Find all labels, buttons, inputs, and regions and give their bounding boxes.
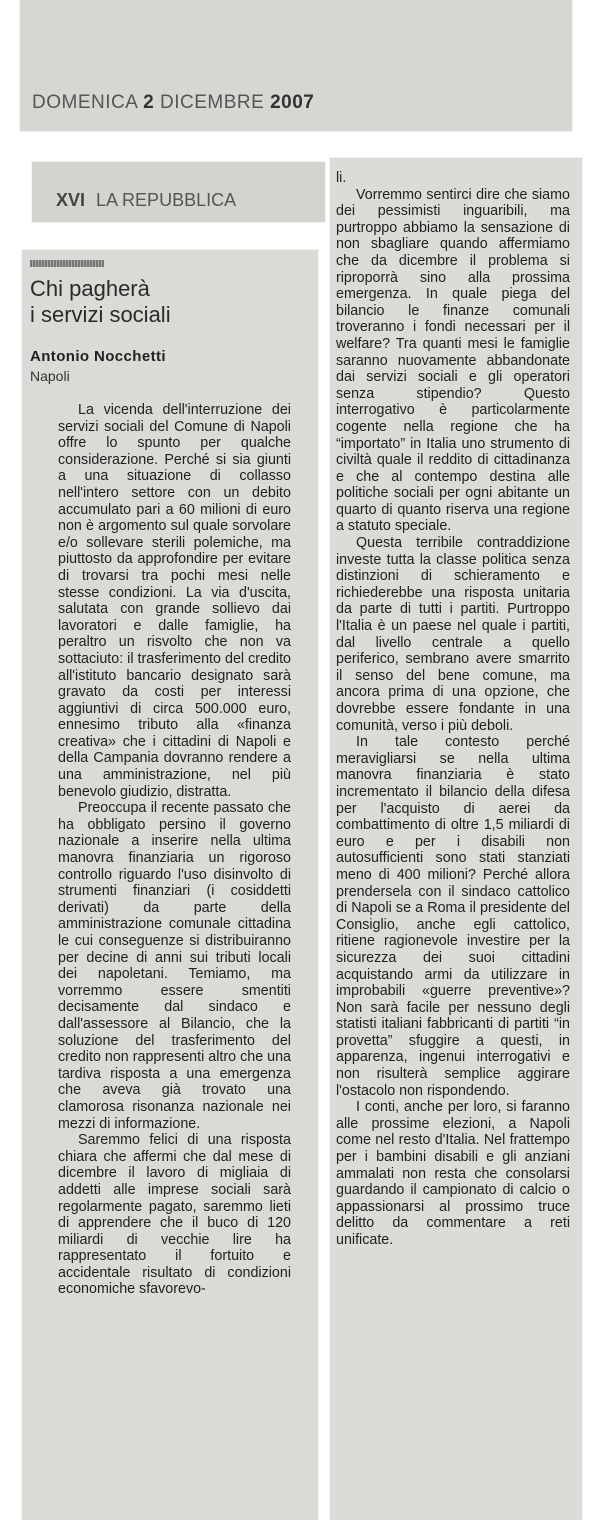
page-number: XVI (56, 190, 86, 210)
paragraph: La vicenda dell'interruzione dei servizi sociali del Comune di Napoli offre lo spunto per qualche considerazione. Perché si sia giunti a una situazione di collasso nell'intero settore con un debito accumulato pari a 60 milioni di euro non è argomento sul quale sorvolare e/o sollevare sterili polemiche, ma piuttosto da approfondire per evitare di trovarsi tra pochi mesi nelle stesse condizioni. La via d'uscita, salutata con grande sollievo dai lavoratori e dalle famiglie, ha peraltro un risvolto che non va sottaciuto: il trasferimento del credito all'istituto bancario designato sarà gravato da costi per interessi aggiuntivi di circa 500.000 euro, ennesimo tributo alla «finanza creativa» che i cittadini di Napoli e della Campania dovranno rendere a una amministrazione, nel più benevolo giudizio, distratta. (58, 402, 291, 800)
article-title (30, 276, 300, 328)
date-number: 2 (143, 92, 155, 113)
article-column-right (336, 170, 570, 1249)
article-title-line-2: i servizi sociali (30, 302, 171, 327)
section-header (56, 190, 236, 211)
newspaper-name: LA REPUBBLICA (96, 190, 237, 210)
date-month: DICEMBRE (160, 92, 265, 113)
article-column-left (58, 402, 291, 1298)
paragraph: Saremmo felici di una risposta chiara che affermi che dal mese di dicembre il lavoro di migliaia di addetti alle imprese sociali sarà regolarmente pagato, saremmo lieti di apprendere che il buco di 120 miliardi di vecchie lire ha rappresentato il fortuito e accidentale risultato di condizioni economiche sfavorevo- (58, 1132, 291, 1298)
paragraph: I conti, anche per loro, si faranno alle prossime elezioni, a Napoli come nel resto d'Italia. Nel frattempo per i bambini disabili e gli anziani ammalati non resta che consolarsi guardando il campionato di calcio o appassionarsi al prossimo truce delitto da commentare a reti unificate. (336, 1099, 570, 1248)
date-year: 2007 (270, 92, 315, 113)
paragraph: Preoccupa il recente passato che ha obbligato persino il governo nazionale a inserire nella ultima manovra finanziaria un rigoroso controllo riguardo l'uso disinvolto di strumenti finanziari (i cosiddetti derivati) da parte della amministrazione comunale cittadina le cui conseguenze si distribuiranno per decine di anni sui tributi locali dei napoletani. Temiamo, ma vorremmo essere smentiti decisamente dal sindaco e dall'assessore al Bilancio, che la soluzione del trasferimento del credito non rappresenti altro che una tardiva risposta a una emergenza che aveva già trovato una clamorosa risonanza nazionale nei mezzi di informazione. (58, 800, 291, 1132)
decorative-rule (30, 260, 104, 267)
article-title-line-1: Chi pagherà (30, 276, 150, 301)
paragraph: In tale contesto perché meravigliarsi se nella ultima manovra finanziaria è stato incrementato il bilancio della difesa per l'acquisto di aerei da combattimento di oltre 1,5 miliardi di euro e per i disabili non autosufficienti sono stati stanziati meno di 400 milioni? Perché allora prendersela con il sindaco cattolico di Napoli se a Roma il presidente del Consiglio, anche egli cattolico, ritiene ragionevole investire per la sicurezza dei suoi cittadini acquistando armi da utilizzare in improbabili «guerre preventive»? Non sarà facile per nessuno degli statisti italiani fabbricanti di partiti “in provetta” sfuggire a questi, in apparenza, ingenui interrogativi e non risulterà semplice aggirare l'ostacolo non rispondendo. (336, 734, 570, 1099)
paragraph: Vorremmo sentirci dire che siamo dei pessimisti inguaribili, ma purtroppo abbiamo la sensazione di non sbagliare quando affermiamo che da dicembre il problema si riproporrà sino alla prossima emergenza. In quale piega del bilancio le finanze comunali troveranno i fondi necessari per il welfare? Tra quanti mesi le famiglie saranno nuovamente abbandonate dai servizi sociali e gli operatori senza stipendio? Questo interrogativo è particolarmente cogente nella regione che ha “importato” in Italia uno strumento di civiltà quale il reddito di cittadinanza e che al contempo destina alle politiche sociali per ogni abitante un quarto di quanto riserva una regione a statuto speciale. (336, 186, 570, 535)
author-name: Antonio Nocchetti (30, 348, 166, 365)
paragraph-continuation: li. (336, 170, 347, 186)
author-location: Napoli (30, 368, 70, 384)
dateline (32, 92, 314, 114)
date-day: DOMENICA (32, 92, 138, 113)
paragraph: Questa terribile contraddizione investe tutta la classe politica senza distinzioni di schieramento e richiederebbe una risposta unitaria da parte di tutti i partiti. Purtroppo l'Italia è un paese nel quale i partiti, dal livello centrale a quello periferico, sembrano avere smarrito il senso del bene comune, ma ancora prima di una opzione, che dovrebbe essere fondante in una comunità, verso i più deboli. (336, 535, 570, 734)
